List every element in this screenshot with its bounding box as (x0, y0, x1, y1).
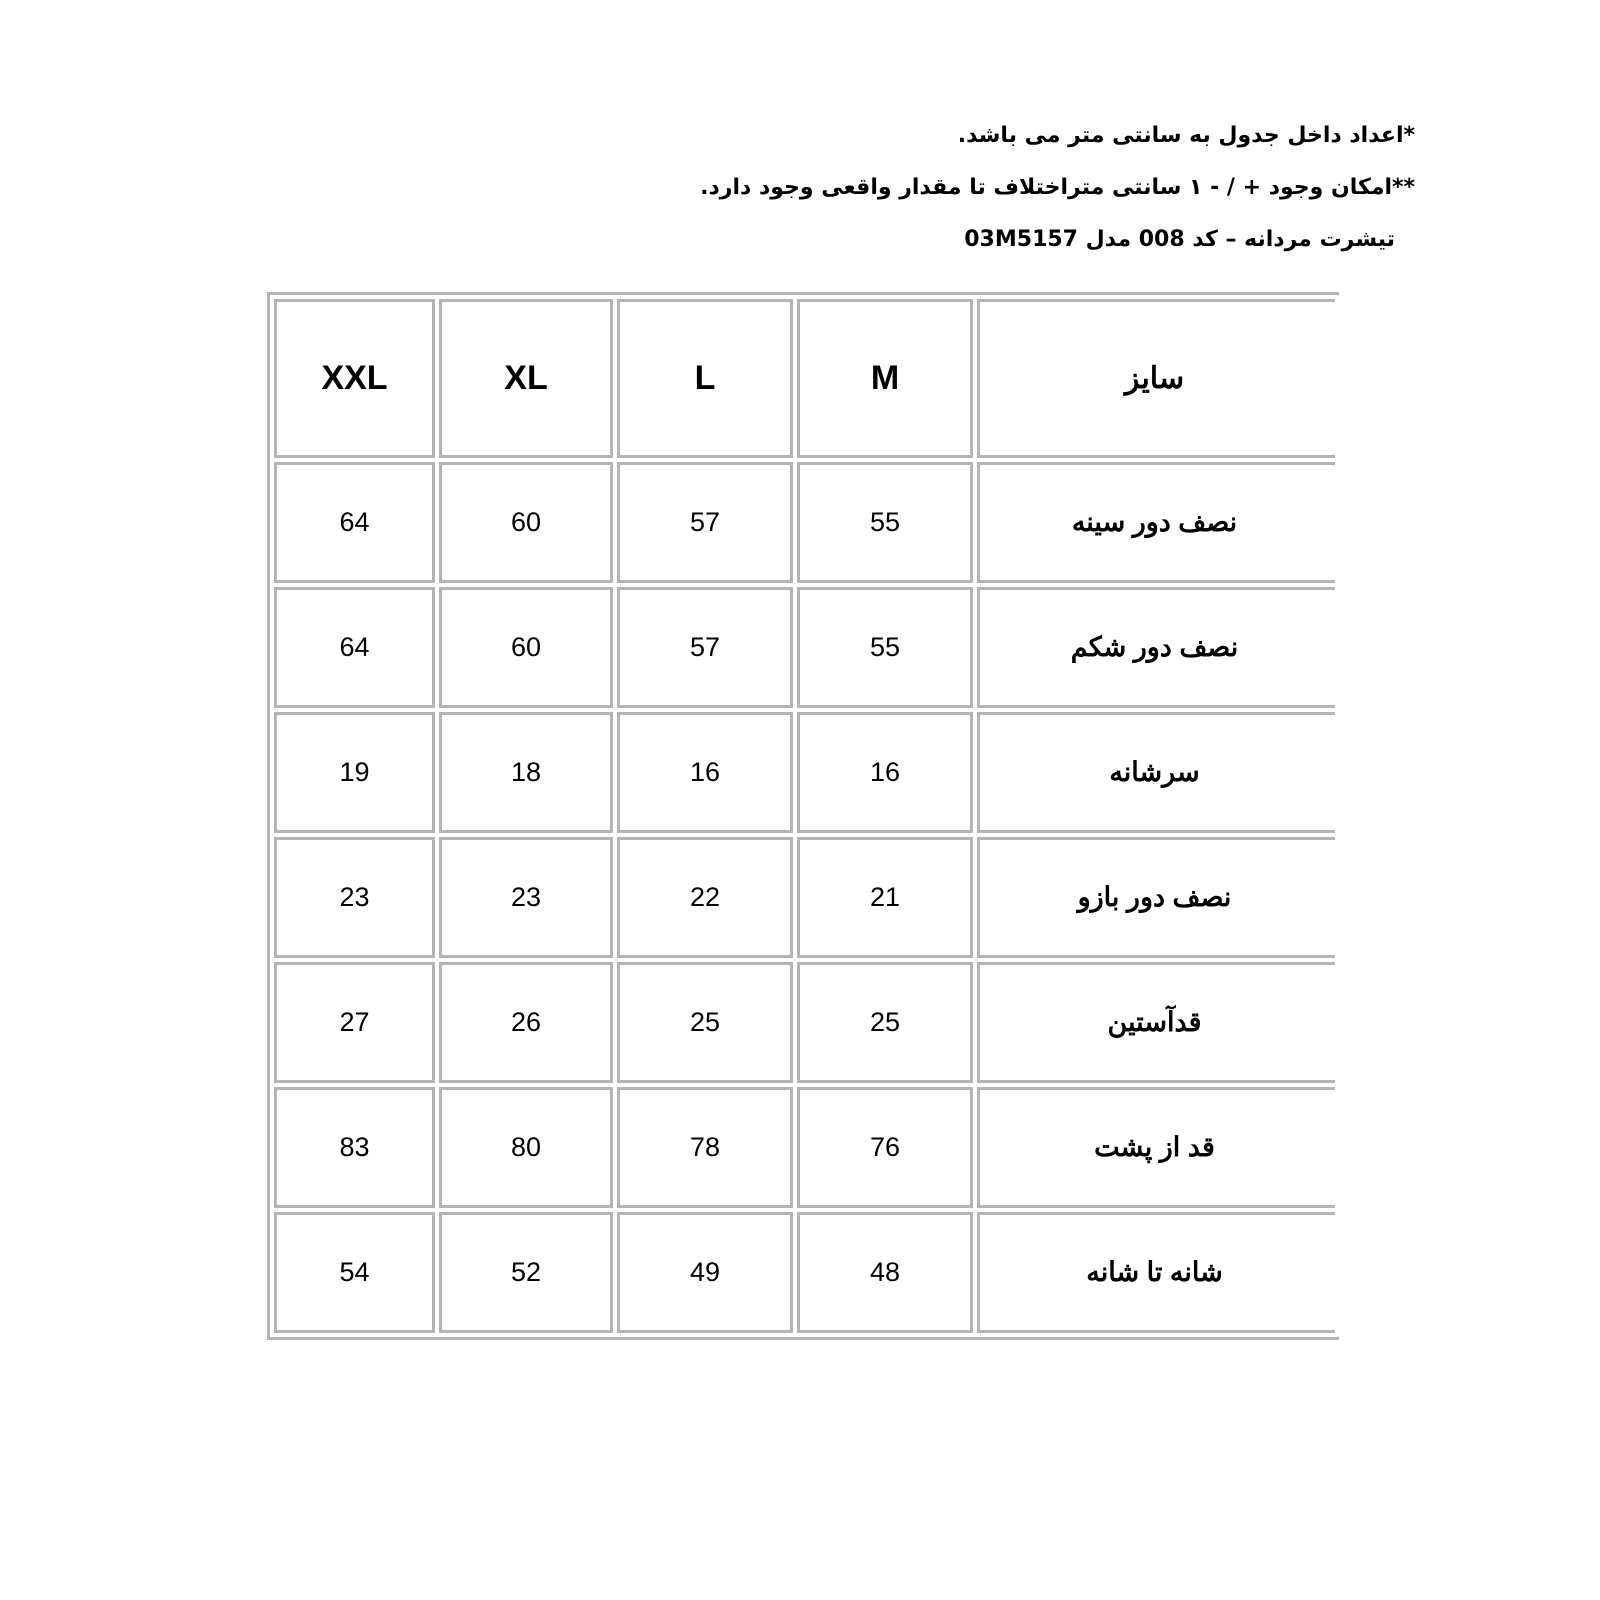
cell-l: 22 (617, 837, 793, 958)
cell-l: 57 (617, 587, 793, 708)
cell-xl: 60 (439, 587, 613, 708)
row-label: نصف دور سینه (977, 462, 1335, 583)
cell-xxl: 54 (274, 1212, 435, 1333)
header-size-xl: XL (439, 299, 613, 458)
cell-m: 21 (797, 837, 973, 958)
cell-m: 55 (797, 462, 973, 583)
table-row (274, 1087, 1335, 1208)
table-row (274, 712, 1335, 833)
cell-xxl: 27 (274, 962, 435, 1083)
cell-m: 55 (797, 587, 973, 708)
row-label: قد از پشت (977, 1087, 1335, 1208)
cell-l: 78 (617, 1087, 793, 1208)
row-label: نصف دور شکم (977, 587, 1335, 708)
tolerance-note: **امکان وجود + / - ۱ سانتی متراختلاف تا مقدار واقعی وجود دارد. (700, 175, 1415, 200)
table-row (274, 837, 1335, 958)
cell-xl: 23 (439, 837, 613, 958)
size-chart-table (267, 292, 1339, 1340)
cell-xl: 80 (439, 1087, 613, 1208)
row-label: قدآستین (977, 962, 1335, 1083)
table-row (274, 1212, 1335, 1333)
cell-m: 16 (797, 712, 973, 833)
product-title: تیشرت مردانه – کد 008 مدل 03M5157 (964, 227, 1395, 252)
header-size-xxl: XXL (274, 299, 435, 458)
cell-xxl: 23 (274, 837, 435, 958)
cell-xxl: 64 (274, 462, 435, 583)
cell-xxl: 83 (274, 1087, 435, 1208)
cell-xxl: 64 (274, 587, 435, 708)
cell-xl: 26 (439, 962, 613, 1083)
row-label: شانه تا شانه (977, 1212, 1335, 1333)
cell-l: 16 (617, 712, 793, 833)
cell-xl: 60 (439, 462, 613, 583)
row-label: نصف دور بازو (977, 837, 1335, 958)
cell-xl: 18 (439, 712, 613, 833)
header-size-m: M (797, 299, 973, 458)
cell-xl: 52 (439, 1212, 613, 1333)
unit-note: *اعداد داخل جدول به سانتی متر می باشد. (957, 123, 1415, 148)
cell-m: 76 (797, 1087, 973, 1208)
header-row (274, 299, 1335, 458)
cell-l: 57 (617, 462, 793, 583)
table-row (274, 962, 1335, 1083)
header-size-l: L (617, 299, 793, 458)
cell-l: 25 (617, 962, 793, 1083)
table-row (274, 462, 1335, 583)
table-row (274, 587, 1335, 708)
cell-xxl: 19 (274, 712, 435, 833)
cell-m: 48 (797, 1212, 973, 1333)
row-label: سرشانه (977, 712, 1335, 833)
notes-block (515, 110, 1415, 266)
cell-l: 49 (617, 1212, 793, 1333)
cell-m: 25 (797, 962, 973, 1083)
header-label: سایز (977, 299, 1335, 458)
